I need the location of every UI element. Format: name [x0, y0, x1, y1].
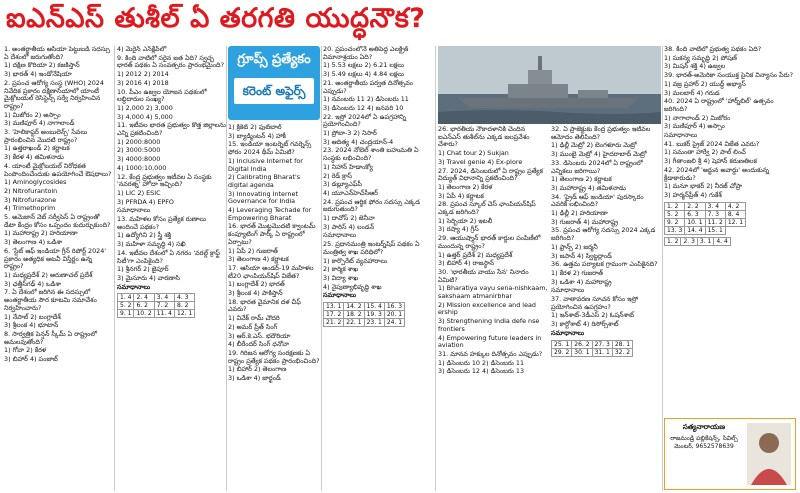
text-line: 19. గిరిజన ఆరోగ్య సంరక్షణకు ఏ రాష్ట్రం ప్రత్యేక పథకం ప్రారంభించింది? [228, 348, 320, 365]
text-line: 3) విద్యా శాఖ [323, 273, 359, 282]
text-line: 2) రెడ్ క్రాస్ [323, 171, 352, 180]
text-line: 1) డిసెంబరు 10 2) డిసెంబరు 11 [438, 358, 525, 367]
text-line: 4. యాంటీ మైక్రోబయల్ నిరోధకత పెంపొందించేందుకు ఉపయోగించే ఔషధాలు? [4, 161, 112, 178]
answer-cell: 23. 1 [364, 319, 384, 327]
text-line: 3) బ్యాడ్మింటన్ 4) హాకీ [228, 131, 287, 140]
text-line: 2) 3000:5000 [117, 146, 161, 155]
answer-cell: 27. 3 [592, 340, 612, 348]
answer-cell: 4. 2 [725, 202, 745, 210]
text-line: 4) నైపుణ్యాభివృద్ధి శాఖ [323, 282, 382, 291]
text-line: 40. 2024 ఏ రాష్ట్రంలో 'హార్న్‌బిల్' ఉత్సవం జరిగింది? [664, 97, 774, 113]
answer-cell: 10. 2 [134, 310, 154, 318]
answer-cell: 6. 3 [685, 210, 705, 218]
text-line: 29. ఆయుష్మాన్ భారత్ కార్డుల పంపిణీలో ముందున్న రాష్ట్రం? [438, 234, 541, 250]
text-line: 3) మహిళా సమృద్ధి 4) సఖి [117, 240, 186, 249]
text-line: 16. భారత్ మొట్టమొదటి క్వాంటమ్ కంప్యూటింగ్ పార్క్ ఏ రాష్ట్రంలో ఏర్పాటు? [228, 222, 316, 246]
text-line: 1) వివేక్ రామ్ చౌదరి [228, 314, 280, 323]
text-line: 1) ఉద్యోగిని 2) స్త్రీ శక్తి [117, 231, 172, 240]
text-line: 4) యూఎన్‌హెచ్‌సీఆర్ [323, 188, 378, 197]
author-photo [747, 423, 791, 485]
answers-block-3 [551, 330, 661, 357]
answer-cell: 15. 1 [705, 226, 725, 234]
text-line: 3) మహారాష్ట్ర 4) తమిళనాడు [551, 183, 626, 192]
text-line: 3) మణిపూర్ 4) అస్సాం [664, 122, 725, 131]
answer-cell: 24. 1 [384, 319, 404, 327]
text-line: 3) కేరళ 4) తమిళనాడు [4, 153, 64, 162]
text-line: 2) కార్మిక శాఖ [323, 265, 359, 274]
text-line: 27. 2024, డిసెంబరులో ఏ రాష్ట్రం ప్రత్యేక విద్యుత్ విధానాన్ని ప్రకటించింది? [438, 166, 543, 183]
text-line: 3) మిషన్ శక్తి 4) ఉజ్వల [664, 62, 726, 71]
answer-cell: 8. 2 [175, 302, 195, 310]
answer-cell: 1. 2 [665, 202, 685, 210]
answer-cell: 7. 2 [154, 302, 174, 310]
text-line: 3) మణిపూర్ 4) నాగాలాండ్ [4, 119, 75, 128]
text-line: 1) నవంబరు 11 2) డిసెంబరు 11 [323, 95, 409, 104]
text-line: సమాధానాలు [117, 206, 151, 215]
column-4-text [323, 46, 433, 291]
column-divider [321, 46, 322, 491]
text-line: 1) ఇన్‌శాట్-3డీఎస్ 2) ఓషన్‌శాట్ [551, 311, 635, 320]
text-line: 1) తెలంగాణ 2) కేరళ [438, 182, 493, 191]
text-line: 1) మధ్యప్రదేశ్ 2) అరుణాచల్ ప్రదేశ్ [4, 270, 93, 279]
text-line: 3) ముంబై మెట్రో 4) హైదరాబాద్ మెట్రో [551, 150, 647, 159]
text-line: 4) Trimethoprim [4, 204, 56, 213]
text-line: 36. ఉత్తమ పర్యాటక గ్రామంగా ఎంపికైనది? [551, 260, 658, 269]
answer-cell: 14. 2 [344, 303, 364, 311]
text-line: 1) నేపాల్ 2) బంగ్లాదేశ్ [4, 312, 61, 321]
column-6-text [551, 126, 661, 329]
text-line: 3) Nitrofurazone [4, 195, 57, 204]
answer-cell: 12. 1 [175, 310, 195, 318]
text-line: 3) 4000:8000 [117, 155, 161, 164]
answers-row [324, 319, 405, 327]
text-line: 2) Nitrofurantoin [4, 186, 58, 195]
answer-cell: 21. 2 [324, 319, 344, 327]
answers-row [324, 303, 405, 311]
answer-cell: 26. 2 [572, 340, 592, 348]
answer-cell: 9. 1 [118, 310, 134, 318]
text-line: 1) Bharatiya vayu sena-nishkaam, sakshaam atmanirbhar [438, 284, 548, 301]
text-line: 1) గోవా 2) కేరళ [4, 346, 46, 355]
text-line: 28. ప్రపంచ స్కూల్ చెస్ ఛాంపియన్‌షిప్ ఎక్కడ జరిగింది? [438, 200, 536, 217]
text-line: 10. పీఎం ఉజ్వల యోజన పథకంలో లబ్ధిదారుల సంఖ్య? [117, 87, 207, 104]
answer-cell: 5. 2 [118, 302, 134, 310]
answers-table [664, 237, 731, 246]
text-line: 3) ఒడిశా 4) మహారాష్ట్ర [551, 277, 612, 286]
answers-heading: సమాధానాలు [551, 328, 585, 337]
text-line: 38. కింది వాటిలో ప్రభుత్వ పథకం ఏది? [664, 46, 762, 53]
text-line: 3) Strengthening India defe nse frontiers [438, 317, 540, 333]
answers-row [665, 226, 746, 234]
text-line: సమాధానాలు [551, 286, 585, 295]
text-line: 1) దావోస్ 2) జెనీవా [323, 214, 375, 223]
warship-photo [438, 46, 661, 124]
answer-cell: 28. 1 [612, 340, 632, 348]
answers-row [118, 310, 195, 318]
badge-subtitle: కరెంట్ అఫైర్స్ [234, 78, 314, 104]
text-line: 1) తెలంగాణ 2) కర్ణాటక [551, 175, 612, 184]
answer-cell: 9. 2 [665, 218, 685, 226]
answers-row [118, 302, 195, 310]
answers-row [665, 218, 746, 226]
text-line: 5. అమెజాన్ వెబ్ సర్వీసెస్ ఏ రాష్ట్రంతో డేటా కేంద్రం కోసం ఒప్పందం కుదుర్చుకుంది? [4, 213, 111, 229]
answer-cell: 18. 2 [344, 311, 364, 319]
text-line: సమాధానాలు [323, 231, 357, 240]
text-line: 13. మహిళల కోసం ప్రత్యేక రుణాలు అందించే పథకం? [117, 215, 206, 231]
answers-table [551, 340, 633, 357]
answer-cell: 6. 2 [134, 302, 154, 310]
text-line: 1. అంతర్జాతీయ ఆసియా పెట్టుబడి సదస్సు ఏ దేశంలో జరుగుతోంది? [4, 46, 110, 61]
text-line: 3) ఏపీ 4) కర్ణాటక [438, 191, 484, 200]
text-line: 3) కార్టోశాట్ 4) రిసోర్స్‌శాట్ [551, 320, 619, 329]
text-line: 24. ప్రపంచ ఆర్థిక ఫోరం సదస్సు ఎక్కడ జరుగుతుంది? [323, 197, 420, 214]
text-line: 1) శ్రీనగర్ 2) జైపూర్ [117, 265, 169, 274]
text-line: 3) తెలంగాణ 4) ఒడిశా [4, 238, 63, 247]
text-line: 4) బీరేందర్ సింగ్ ధనోవా [228, 340, 290, 349]
answer-cell: 17. 2 [324, 311, 344, 319]
text-line: 26. భారతీయ నౌకాదళానికి చెందిన ఐఎన్ఎస్ తుశీల్‌ను ఎక్కడ జలప్రవేశం చేశారు? [438, 126, 530, 149]
answer-cell: 29. 2 [552, 348, 572, 356]
text-line: 30. 'భారతీయ వాయు సేన' నినాదం ఏమిటి? [438, 267, 529, 284]
column-divider [226, 46, 227, 491]
answer-cell: 2. 2 [685, 202, 705, 210]
author-name: సత్యనారాయణ [682, 423, 726, 431]
column-divider [114, 46, 115, 491]
text-line: 18. భారత వైమానిక దళ చీఫ్ ఎవరు? [228, 297, 301, 314]
text-line: 39. భారత్-అమెరికా సంయుక్త సైనిక విన్యాసం పేరు? [664, 71, 794, 80]
column-7-text [664, 46, 796, 200]
headline-text: ఐఎన్ఎస్ తుశీల్ ఏ తరగతి యుద్ధనౌక? [6, 3, 426, 34]
answers-row [665, 237, 731, 245]
text-line: 1) బిహార్ 2) తెలంగాణ [228, 365, 287, 374]
answers-row [665, 202, 746, 210]
column-3 [228, 124, 320, 491]
text-line: 3) రష్యా 4) గ్రీస్ [438, 225, 479, 234]
text-line: 1) LIC 2) ESIC [117, 188, 161, 197]
text-line: 1) క్రికెట్ 2) ఫుట్‌బాల్ [228, 124, 282, 131]
text-line: 6. 'స్టేట్ ఆఫ్ ఇండియా గ్రీన్ రిపోర్ట్ 2024' ప్రకారం అత్యధిక అటవీ విస్తీర్ణం ఉన్న రాష్ట్రం? [4, 246, 107, 271]
text-line: 1) కార్పొరేట్ వ్యవహారాలు [323, 256, 388, 265]
text-line: 1) మనూ భాకర్ 2) నీరజ్ చోప్రా [664, 182, 743, 191]
answer-cell: 2. 4 [134, 294, 154, 302]
answer-cell: 13. 1 [324, 303, 344, 311]
answer-cell: 10. 1 [685, 218, 705, 226]
text-line: 3) Travel genie 4) Ex-plore [438, 157, 523, 166]
text-line: 4) Empowering future leaders in aviation [438, 333, 542, 350]
text-line: 1) ఢిల్లీ 2) హరియాణా [551, 209, 608, 218]
text-line: 1) దక్షిణ కొరియా 2) కజకిస్తాన్ [4, 61, 80, 70]
text-line: 1) Inclusive Internet for Digital India [228, 156, 303, 173]
answer-cell: 3. 4 [154, 294, 174, 302]
answer-cell: 15. 4 [364, 303, 384, 311]
answer-cell: 32. 2 [612, 348, 632, 356]
text-line: 42. 2024లో 'అర్జున అవార్డు' అందుకున్న క్రీడాకారుడు? [664, 165, 770, 182]
answer-cell: 1. 2 [665, 237, 681, 245]
text-line: 17. ఆసియా అండర్-19 మహిళల టీ20 ఛాంపియన్‌షిప్ విజేత? [228, 263, 314, 280]
text-line: సమాధానాలు [664, 131, 698, 140]
text-line: 1) ఉత్తర్ ప్రదేశ్ 2) మధ్యప్రదేశ్ [438, 250, 513, 259]
text-line: 1) బంగ్లాదేశ్ 2) భారత్ [228, 280, 285, 289]
text-line: 3) PFRDA 4) EPFO [117, 197, 174, 206]
text-line: 1) మహారాష్ట్ర 2) హరియాణా [4, 229, 78, 238]
answer-cell: 14. 4 [685, 226, 705, 234]
text-line: 20. ప్రపంచంలోనే అతిపెద్ద ఎలక్ట్రిక్ విమానాశ్రయం ఏది? [323, 46, 409, 61]
section-badge [228, 46, 320, 120]
text-line: 1) మిజోరం 2) అస్సాం [4, 110, 61, 119]
text-line: 3) ఛత్తీస్‌గఢ్ 4) ఒడిశా [4, 279, 62, 288]
text-line: 3) బిహార్ 4) పంజాబ్ [4, 355, 58, 364]
answer-cell: 16. 3 [384, 303, 404, 311]
text-line: 35. ప్రపంచ ఆరోగ్య సదస్సు 2024 ఎక్కడ జరిగింది? [551, 226, 656, 243]
text-line: 14. ఇటీవల దేశంలో ఏ నగరం 'వరల్డ్ క్రాఫ్ట్ సిటీ'గా ఎంపికైంది? [117, 248, 220, 265]
column-6 [551, 126, 661, 491]
answers-table [664, 202, 746, 235]
column-5 [438, 126, 548, 491]
answers-heading: సమాధానాలు [117, 282, 151, 291]
text-line: 3) ఆర్.కె.ఎస్. భదౌరియా [228, 331, 291, 340]
text-line: 3) బిహార్ 4) రాజస్థాన్ [438, 259, 495, 268]
text-line: 1) Chat tour 2) Sukjan [438, 149, 509, 158]
text-line: 4) 1000:10,000 [117, 163, 167, 172]
text-line: 1) ఏపీ 2) గుజరాత్ [228, 246, 278, 255]
answers-table [323, 302, 405, 327]
author-box [664, 418, 796, 490]
text-line: 7. ఏ దేశంలో జరిగిన ఈ సదస్సులో అంతర్జాతీయ సౌర కూటమి సమావేశం నిర్వహించారు? [4, 288, 97, 312]
text-line: 1) ఫ్రాన్స్ 2) జర్మనీ [551, 242, 598, 251]
text-line: 12. కేంద్ర ప్రభుత్వం ఇటీవల ఏ సంస్థకు 'నవరత్న' హోదా ఇచ్చింది? [117, 172, 212, 189]
text-line: 11. ఇటీవల భారత ప్రభుత్వం కొత్త జిల్లాలను ఎన్ని ప్రకటించింది? [117, 121, 226, 138]
text-line: 3) 2016 4) 2018 [117, 78, 169, 87]
answers-row [552, 348, 633, 356]
text-line: 3) శ్రీలంక 4) భూటాన్ [4, 321, 59, 330]
answer-cell: 2. 3 [681, 237, 697, 245]
text-line: 3) డిసెంబరు 12 4) డిసెంబరు 13 [438, 367, 525, 376]
text-line: 1) నిహాన్ హిడాంక్యో [323, 162, 373, 171]
text-line: 3) జపాన్ 4) స్విట్జర్లాండ్ [551, 251, 612, 260]
text-line: 2) Mission excellence and lead ership [438, 300, 536, 317]
text-line: 3) డబ్ల్యూఎఫ్‌పీ [323, 180, 362, 189]
text-line: 3) తెలంగాణ 4) కర్ణాటక [228, 255, 289, 264]
text-line: 1) సెర్బియా 2) ఇటలీ [438, 216, 493, 225]
answers-block-1 [117, 284, 226, 319]
author-description: రాజమండ్రి పబ్లికేషన్స్, సివిల్స్ మెంటర్, 9652578639 [670, 435, 738, 450]
answers-table [117, 293, 195, 318]
column-divider [435, 46, 436, 491]
text-line: 1) సుకన్య సమృద్ధి 2) పోషణ్ [664, 53, 737, 62]
text-line: 8. సార్వత్రిక పెన్షన్ స్కీమ్ ఏ రాష్ట్రంలో అమలవుతోంది? [4, 329, 97, 346]
text-line: 4) మెరైన్ ఎన్‌క్లేవ్‌లో [117, 46, 167, 53]
text-line: 1) నాగాలాండ్ 2) మిజోరం [664, 113, 731, 122]
text-line: 1) ఢిల్లీ మెట్రో 2) బెంగళూరు మెట్రో [551, 141, 637, 150]
text-line: 1) Aminoglycosides [4, 178, 67, 187]
text-line: 3) ఒడిశా 4) జార్ఖండ్ [228, 374, 281, 383]
text-line: 2) Calibrating Bharat's digital agenda [228, 173, 301, 189]
text-line: 4) Leveraging Techade for Empowering Bharat [228, 206, 312, 222]
text-line: 3) భారత్ 4) ఇండోనేషియా [4, 70, 72, 79]
text-line: 1) కేరళ 2) గుజరాత్ [551, 268, 604, 277]
column-1 [4, 46, 113, 491]
answers-block-2 [323, 292, 433, 327]
answer-cell: 20. 1 [384, 311, 404, 319]
text-line: 37. వాతావరణ సూచన కోసం ఇస్రో ప్రయోగించిన ఉపగ్రహం? [551, 295, 639, 311]
answer-cell: 3. 4 [705, 202, 725, 210]
text-line: 22. ఇస్రో 2024లో ఏ ఉపగ్రహాన్ని ప్రయోగించింది? [323, 112, 407, 129]
text-line: 3) ఆదిత్య 4) చంద్రయాన్-4 [323, 137, 394, 146]
answer-cell: 11. 4 [154, 310, 174, 318]
headline [0, 0, 800, 44]
column-divider [662, 46, 663, 491]
text-line: 3) గుజరాత్ 4) మహారాష్ట్ర [551, 217, 619, 226]
answer-cell: 7. 3 [705, 210, 725, 218]
text-line: 1) 2000:8000 [117, 137, 161, 146]
warship-image [438, 46, 661, 124]
text-line: 3) పారిస్ 4) లండన్ [323, 222, 375, 231]
text-line: 1) 2,000 2) 3,000 [117, 103, 173, 112]
text-line: 3. 'హెలికాప్టర్ అంబులెన్స్' సేవలు ప్రారంభించిన మొదటి రాష్ట్రం? [4, 128, 88, 144]
text-line: 3) Innovating Internet Governance for India [228, 189, 298, 206]
text-line: 41. బుకర్ ప్రైజ్ 2024 విజేత ఎవరు? [664, 139, 760, 148]
article-body [0, 46, 800, 493]
text-line: 32. ఏ ప్రాజెక్టుకు కేంద్ర ప్రభుత్వం ఇటీవల ఆమోదం తెలిపింది? [551, 126, 651, 141]
text-line: 15. ఇండియా ఇంటర్నెట్ గవర్నెన్స్ ఫోరం 2024 థీమ్ ఏమిటి? [228, 140, 312, 157]
text-line: 34. 'ప్రైడ్ ఆఫ్ ఇండియా' పురస్కారం ఎవరికి లభించింది? [551, 192, 644, 209]
text-line: 3) హర్మన్‌ప్రీత్ 4) గుకేశ్ [664, 190, 722, 199]
answers-heading: సమాధానాలు [323, 291, 357, 300]
answers-row [552, 340, 633, 348]
column-2 [117, 46, 226, 491]
text-line: 9. కింది వాటిలో సరైన జత ఏది? స్వచ్ఛ భారత్ పథకం ఏ సంవత్సరం ప్రారంభమైంది? [117, 53, 224, 70]
answers-row [118, 294, 195, 302]
answer-cell: 11. 2 [705, 218, 725, 226]
text-line: 1) వజ్ర ప్రహార్ 2) యుద్ధ్ అభ్యాస్ [664, 79, 746, 88]
answer-cell: 4. 3 [175, 294, 195, 302]
text-line: 31. మానవ హక్కుల దినోత్సవం ఎప్పుడు? [438, 349, 543, 358]
text-line: 1) ఉత్తరాఖండ్ 2) కర్ణాటక [4, 144, 70, 153]
text-line: 2) అమర్ ప్రీత్ సింగ్ [228, 322, 278, 331]
text-line: 3) మైసూరు 4) వారణాసి [117, 273, 180, 282]
text-line: 1) సమంతా హార్వే 2) పాల్ లించ్ [664, 148, 746, 157]
answer-cell: 5. 2 [665, 210, 685, 218]
text-line: 3) డిసెంబరు 12 4) జనవరి 10 [323, 103, 404, 112]
text-line: 1) 2012 2) 2014 [117, 70, 169, 79]
answer-cell: 22. 1 [344, 319, 364, 327]
answer-cell: 31. 1 [592, 348, 612, 356]
answers-row [324, 311, 405, 319]
text-line: 1) ప్రోబా-3 2) నిసార్ [323, 129, 377, 138]
text-line: 1) 5.53 లక్షలు 2) 6.21 లక్షలు [323, 61, 404, 70]
badge-title: గ్రూప్స్ ప్రత్యేకం [237, 52, 311, 67]
text-line: 3) మలబార్ 4) గరుడ [664, 88, 720, 97]
text-line: 21. అంతర్జాతీయ పర్వత దినోత్సవం ఎప్పుడు? [323, 78, 413, 95]
text-line: 3) 4,000 4) 5,000 [117, 112, 173, 121]
text-line: 33. డిసెంబరు 2024లో ఏ రాష్ట్రంలో ఎన్నికలు జరిగాయి? [551, 158, 643, 175]
column-4 [323, 46, 433, 491]
answer-cell: 13. 3 [665, 226, 685, 234]
answer-cell: 12. 1 [725, 218, 745, 226]
text-line: 23. 2024 నోబెల్ శాంతి బహుమతి ఏ సంస్థకు లభించింది? [323, 146, 419, 163]
answers-row [665, 210, 746, 218]
text-line: 3) గీతాంజలి శ్రీ 4) షెహాన్ కరుణతిలక [664, 157, 757, 166]
answer-cell: 8. 4 [725, 210, 745, 218]
text-line: 3) 5.49 లక్షలు 4) 4.84 లక్షలు [323, 70, 404, 79]
text-line: 3) శ్రీలంక 4) పాకిస్తాన్ [228, 289, 283, 298]
column-2-text [117, 46, 226, 283]
text-line: 2. ప్రపంచ ఆరోగ్య సంస్థ (WHO) 2024 నివేదిక ప్రకారం దక్షిణాసియాలో యాంటీ మైక్రోబయల్ రెసిస్టెన్స్ సర్వే నిర్వహించిన రాష్ట్రం? [4, 78, 104, 110]
answer-cell: 1. 4 [118, 294, 134, 302]
answer-cell: 30. 1 [572, 348, 592, 356]
column-7 [664, 46, 796, 416]
answer-cell: 19. 3 [364, 311, 384, 319]
answer-cell: 4. 4 [714, 237, 730, 245]
answer-cell: 25. 1 [552, 340, 572, 348]
answer-cell: 3. 1 [697, 237, 713, 245]
text-line: 25. ప్రధానమంత్రి ఇంటర్న్‌షిప్ పథకం ఏ మంత్రిత్వ శాఖ పరిధిలో? [323, 240, 420, 256]
